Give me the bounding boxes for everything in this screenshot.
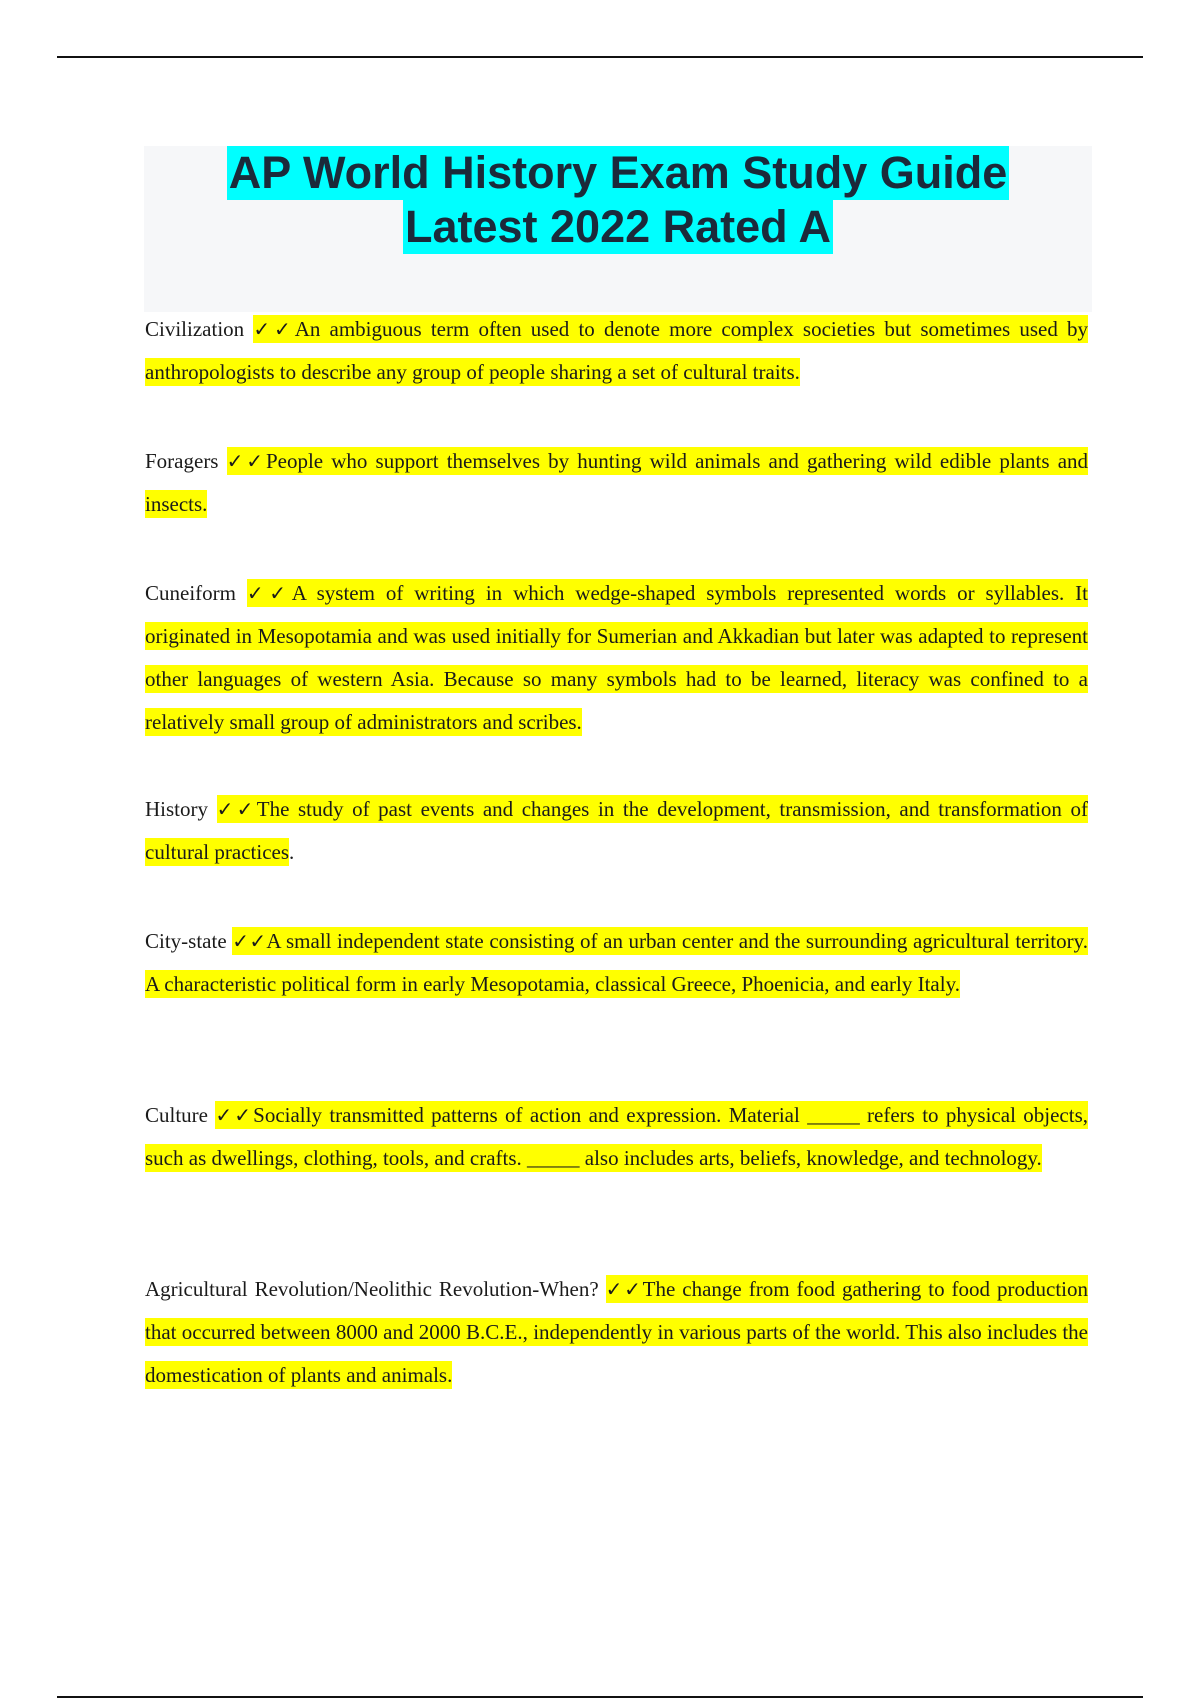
entry-definition: A small independent state consisting of an urban center and the surrounding agricultural territory. A characteristic political form in early Mesopotamia, classical Greece, Phoenicia, and early Italy. [145, 929, 1089, 996]
entry-civilization [145, 308, 1088, 394]
document-title-line-2: Latest 2022 Rated A [404, 201, 831, 252]
entry-definition-highlight [145, 579, 1088, 736]
entry-definition-highlight [145, 447, 1088, 518]
entry-definition-highlight [145, 315, 1088, 386]
entry-definition: Socially transmitted patterns of action and expression. Material _____ refers to physical objects, such as dwellings, clothing, tools, and crafts. _____ also includes arts, beliefs, knowledge, and technology. [145, 1103, 1089, 1170]
entry-history [145, 788, 1088, 874]
entry-definition-highlight [145, 1101, 1088, 1172]
entry-term: History [145, 797, 208, 821]
double-check-icon: ✓✓ [246, 581, 292, 605]
entry-term: Foragers [145, 449, 219, 473]
entry-foragers [145, 440, 1088, 526]
title-block [144, 146, 1092, 312]
entry-term: Civilization [145, 317, 245, 341]
entry-term: Culture [145, 1103, 208, 1127]
double-check-icon: ✓✓ [226, 449, 266, 473]
entry-definition: An ambiguous term often used to denote more complex societies but sometimes used by anthropologists to describe any group of people sharing a set of cultural traits. [145, 317, 1089, 384]
entry-term: City-state [145, 929, 227, 953]
double-check-icon: ✓✓ [253, 317, 295, 341]
entry-definition: A system of writing in which wedge-shaped symbols represented words or syllables. It originated in Mesopotamia and was used initially for Sumerian and Akkadian but later was adapted to represent other languages of western Asia. Because so many symbols had to be learned, literacy was confined to a relatively small group of administrators and scribes. [145, 581, 1089, 734]
double-check-icon: ✓✓ [605, 1277, 643, 1301]
entry-term: Agricultural Revolution/Neolithic Revolution-When? [145, 1277, 599, 1301]
document-title-line-1: AP World History Exam Study Guide [228, 147, 1008, 198]
top-rule [57, 56, 1143, 58]
double-check-icon: ✓✓ [232, 929, 267, 953]
bottom-rule [57, 1696, 1143, 1698]
entry-definition: The study of past events and changes in the development, transmission, and transformation of cultural practices [145, 797, 1089, 864]
entry-cuneiform [145, 572, 1088, 744]
entry-term: Cuneiform [145, 581, 236, 605]
entry-culture [145, 1094, 1088, 1180]
entry-city-state [145, 920, 1088, 1006]
entry-definition: The change from food gathering to food production that occurred between 8000 and 2000 B.C.E., independently in various parts of the world. This also includes the domestication of plants and animals. [145, 1277, 1089, 1387]
entry-definition-highlight [145, 795, 1088, 866]
double-check-icon: ✓✓ [216, 797, 257, 821]
entry-agricultural-revolution [145, 1268, 1088, 1397]
double-check-icon: ✓✓ [215, 1103, 254, 1127]
entry-definition-highlight [145, 927, 1088, 998]
entry-definition: People who support themselves by hunting wild animals and gathering wild edible plants and insects. [145, 449, 1089, 516]
entry-trailing-punctuation: . [289, 840, 295, 864]
